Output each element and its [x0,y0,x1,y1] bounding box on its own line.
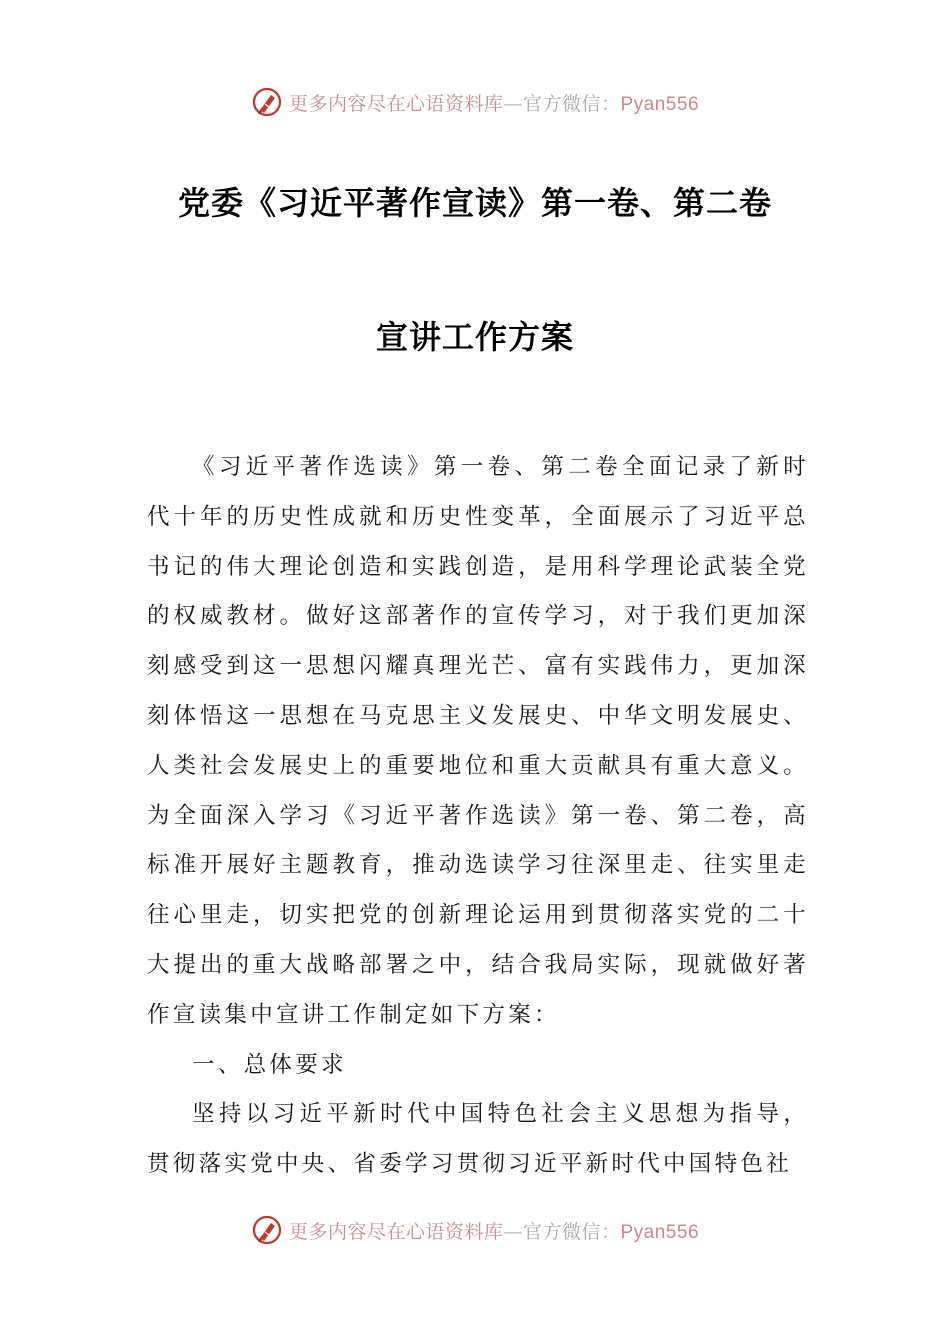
watermark-name: 更多内容尽在心语资料库 [288,92,504,115]
pen-nib-circle-icon [251,86,283,118]
section-heading-overall-requirements: 一、总体要求 [192,1051,347,1078]
watermark-banner-top [0,82,950,122]
document-title-line-1: 党委《习近平著作宣读》第一卷、第二卷 [177,184,772,222]
watermark-banner-bottom [0,1210,950,1250]
watermark-wechat-id: Pyan556 [620,1221,700,1243]
document-title-line-2: 宣讲工作方案 [375,318,574,356]
watermark-official-label: 官方微信： [522,92,621,115]
watermark-dash: — [503,92,523,115]
body-paragraph-requirements: 坚持以习近平新时代中国特色社会主义思想为指导，贯彻落实党中央、省委学习贯彻习近平新时代中国特色社 [147,1101,809,1178]
watermark-official-label: 官方微信： [522,1220,621,1243]
document-body [147,443,809,1190]
body-paragraph-intro: 《习近平著作选读》第一卷、第二卷全面记录了新时代十年的历史性成就和历史性变革，全面展示了习近平总书记的伟大理论创造和实践创造，是用科学理论武装全党的权威教材。做好这部著作的宣传学习，对于我们更加深刻感受到这一思想闪耀真理光芒、富有实践伟力，更加深刻体悟这一思想在马克思主义发展史、中华文明发展史、人类社会发展史上的重要地位和重大贡献具有重大意义。为全面深入学习《习近平著作选读》第一卷、第二卷，高标准开展好主题教育，推动选读学习往深里走、往实里走往心里走，切实把党的创新理论运用到贯彻落实党的二十大提出的重大战略部署之中，结合我局实际，现就做好著作宣读集中宣讲工作制定如下方案： [147,454,809,1028]
watermark-name: 更多内容尽在心语资料库 [288,1220,504,1243]
watermark-wechat-id: Pyan556 [620,93,700,115]
watermark-text [289,1217,699,1244]
pen-nib-circle-icon [251,1214,283,1246]
watermark-text [289,89,699,116]
watermark-dash: — [503,1220,523,1243]
